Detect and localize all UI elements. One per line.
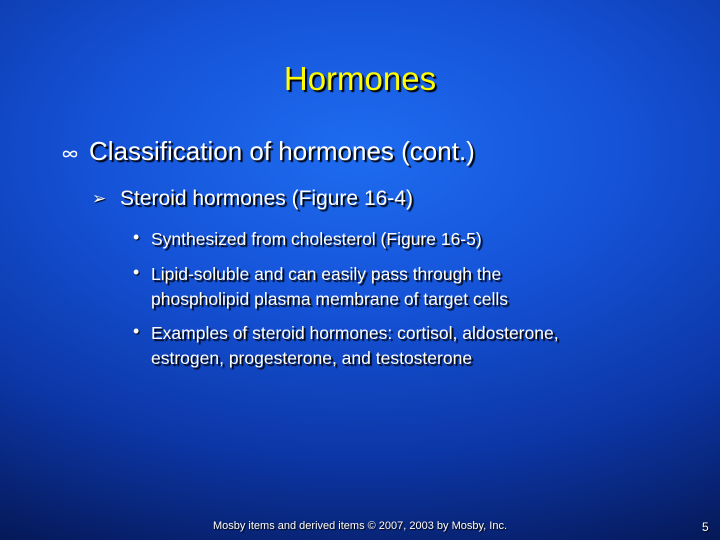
footer-copyright: Mosby items and derived items © 2007, 2003 by Mosby, Inc. — [212, 520, 508, 532]
heading-classification: Classification of hormones (cont.) — [89, 136, 475, 166]
subheading-steroid-hormones: Steroid hormones (Figure 16-4) — [120, 187, 413, 210]
arrow-bullet-icon: ➢ — [92, 189, 107, 208]
slide-title: Hormones — [283, 60, 437, 97]
dot-bullet-icon: • — [133, 227, 140, 247]
bullet-item: Examples of steroid hormones: cortisol, aldosterone, estrogen, progesterone, and testosterone — [151, 323, 559, 368]
infinity-bullet-icon — [62, 146, 78, 164]
bullet-item: Lipid-soluble and can easily pass through the phospholipid plasma membrane of target cells — [151, 264, 508, 309]
bullet-item: Synthesized from cholesterol (Figure 16-5) — [151, 229, 482, 249]
dot-bullet-icon: • — [133, 321, 140, 341]
dot-bullet-icon: • — [133, 262, 140, 282]
page-number: 5 — [702, 520, 709, 534]
